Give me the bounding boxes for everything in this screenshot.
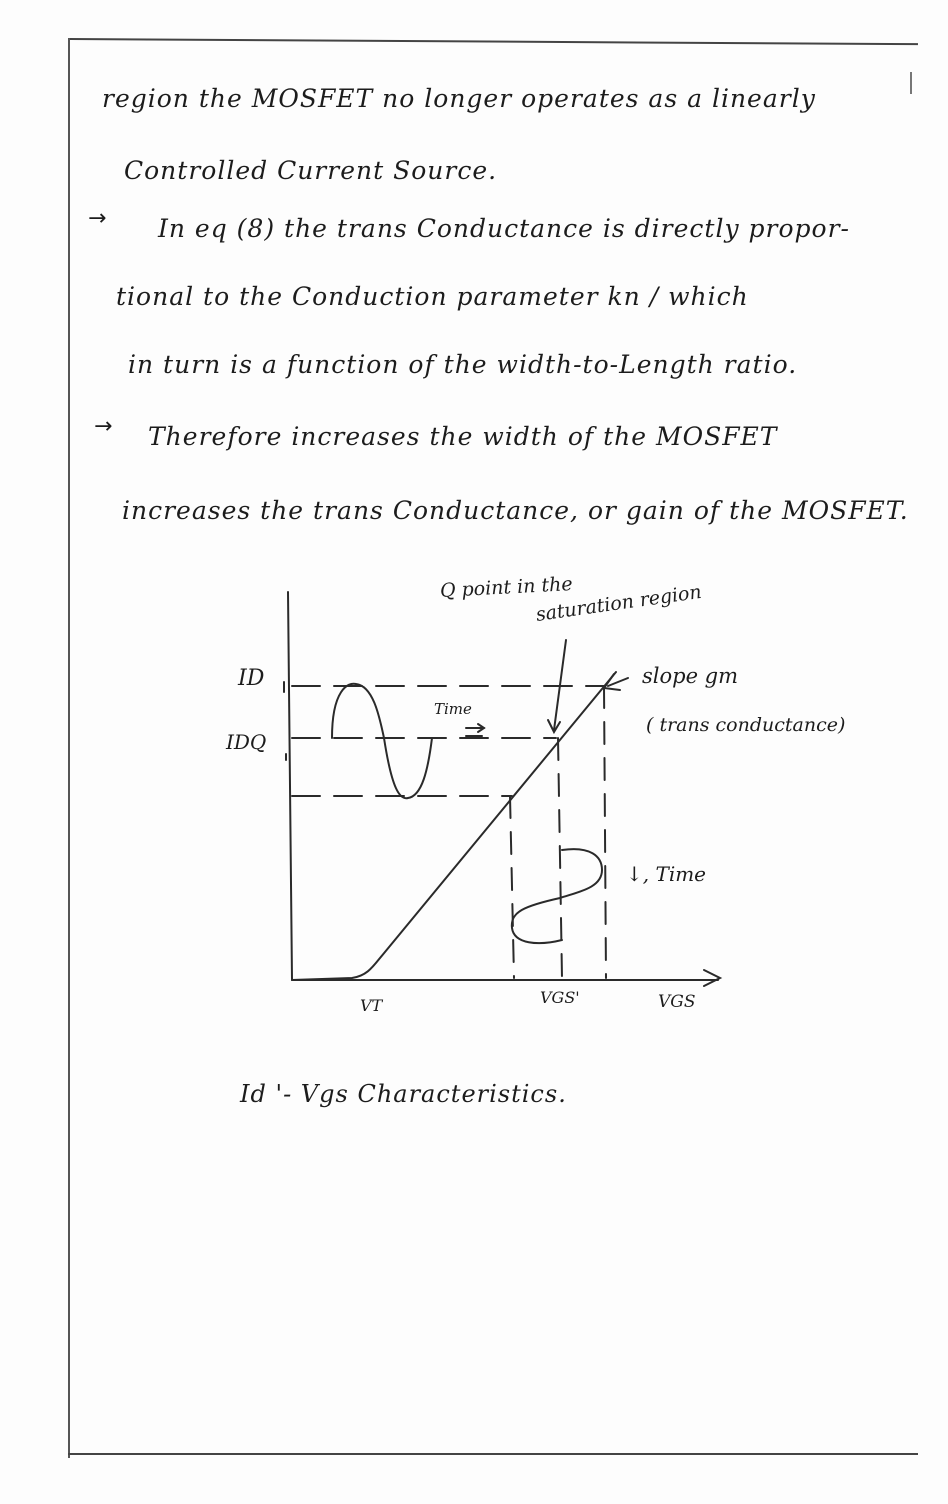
annotation-qpoint-line2: saturation region [534, 580, 703, 626]
graph-caption: Id '- Vgs Characteristics. [240, 1080, 567, 1108]
note-line-2: Controlled Current Source. [124, 156, 498, 185]
id-sinusoid [332, 684, 432, 799]
y-axis [288, 592, 292, 980]
vgs-prime-dashed [558, 738, 562, 978]
note-line-3: In eq (8) the trans Conductance is directly propor- [158, 214, 850, 243]
annotation-qpoint-line1: Q point in the [439, 573, 574, 602]
vgs-high-dashed [604, 686, 606, 978]
note-line-5: in turn is a function of the width-to-Length ratio. [128, 350, 798, 379]
label-idq: IDQ [226, 730, 267, 754]
label-time-top: Time [434, 700, 472, 718]
transfer-curve [292, 672, 616, 980]
bullet-arrow-icon: → [94, 414, 113, 439]
note-line-6: Therefore increases the width of the MOSFET [148, 422, 778, 451]
vgs-sinusoid [512, 849, 602, 943]
note-line-4: tional to the Conduction parameter kn / which [116, 282, 749, 311]
label-transconductance: ( trans conductance) [646, 714, 846, 736]
label-vt: VT [360, 996, 383, 1015]
label-vgs-axis: VGS [658, 992, 696, 1012]
label-slope-gm: slope gm [642, 664, 739, 688]
bullet-arrow-icon: → [88, 206, 107, 231]
label-id: ID [238, 666, 265, 691]
label-vgs-prime: VGS' [540, 988, 580, 1007]
vgs-low-dashed [510, 796, 514, 978]
label-time-right: ↓, Time [626, 862, 707, 886]
note-line-1: region the MOSFET no longer operates as a linearly [102, 84, 816, 113]
x-axis-arrow [704, 970, 720, 986]
note-line-7: increases the trans Conductance, or gain of the MOSFET. [122, 496, 909, 525]
